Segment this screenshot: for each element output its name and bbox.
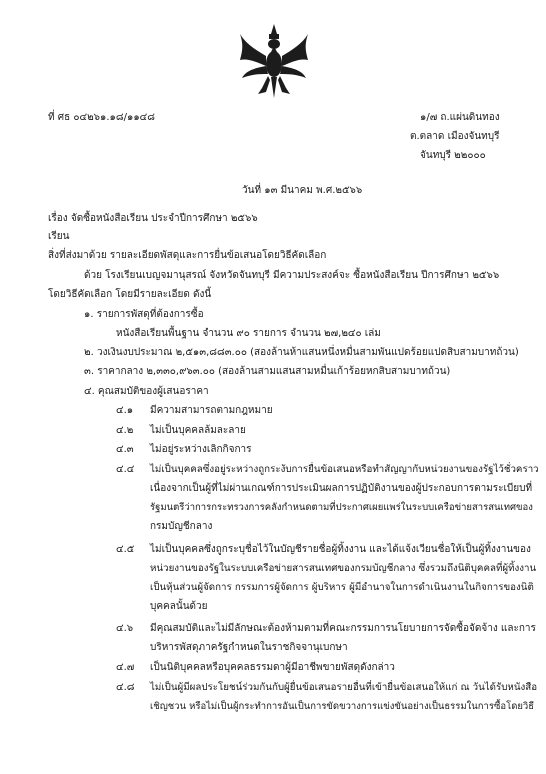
item-4-qualifications: ๔. คุณสมบัติของผู้เสนอราคา [84,386,209,397]
qualification-4-4-line-2: เนื่องจากเป็นผู้ที่ไม่ผ่านเกณฑ์การประเมินผลการปฏิบัติงานของผู้ประกอบการตามระเบียบที่ [150,483,533,494]
address-line-1: ๑/๗ ถ.แผ่นดินทอง [420,112,500,123]
item-3-median-price: ๓. ราคากลาง ๒,๓๓๐,๙๖๓.๐๐ (สองล้านสามแสนสามหมื่นเก้าร้อยหกสิบสามบาทถ้วน) [84,366,451,377]
qualification-4-7: เป็นนิติบุคคลหรือบุคคลธรรมดาผู้มีอาชีพขายพัสดุดังกล่าว [150,662,395,673]
qualification-4-6-line-2: บริหารพัสดุภาครัฐกำหนดในราชกิจจานุเบกษา [150,642,348,653]
qualification-number: ๔.๓ [116,444,134,455]
qualification-number: ๔.๔ [116,464,135,475]
qualification-4-2: ไม่เป็นบุคคลล้มละลาย [150,425,246,436]
qualification-4-3: ไม่อยู่ระหว่างเลิกกิจการ [150,444,252,455]
qualification-4-6-line-1: มีคุณสมบัติและไม่มีลักษณะต้องห้ามตามที่คณะกรรมการนโยบายการจัดซื้อจัดจ้าง และการ [150,623,536,634]
qualification-number: ๔.๘ [116,682,135,693]
qualification-4-5-line-1: ไม่เป็นบุคคลซึ่งถูกระบุชื่อไว้ในบัญชีรายชื่อผู้ทิ้งงาน และได้แจ้งเวียนชื่อให้เป็นผู้ทิ้งงานของ [150,544,531,555]
qualification-number: ๔.๖ [116,623,134,634]
subject-line: เรื่อง จัดซื้อหนังสือเรียน ประจำปีการศึกษา ๒๕๖๖ [48,213,258,224]
reference-number: ที่ ศธ ๐๔๒๖๑.๑๘/๑๑๔๘ [48,112,155,123]
letter-date: วันที่ ๑๓ มีนาคม พ.ศ.๒๕๖๖ [242,185,363,196]
item-1-detail: หนังสือเรียนพื้นฐาน จำนวน ๙๐ รายการ จำนวน ๒๗,๒๔๐ เล่ม [116,328,381,339]
item-2-budget: ๒. วงเงินงบประมาณ ๒,๕๑๓,๘๘๓.๐๐ (สองล้านห้าแสนหนึ่งหมื่นสามพันแปดร้อยแปดสิบสามบาทถ้วน) [84,347,519,358]
qualification-4-4-line-4: กรมบัญชีกลาง [150,521,213,532]
qualification-4-1: มีความสามารถตามกฎหมาย [150,405,273,416]
qualification-number: ๔.๒ [116,425,134,436]
qualification-4-4-line-1: ไม่เป็นบุคคลซึ่งอยู่ระหว่างถูกระงับการยื่นข้อเสนอหรือทำสัญญากับหน่วยงานของรัฐไว้ชั่วคราว [150,464,539,475]
qualification-4-8-line-1: ไม่เป็นผู้มีผลประโยชน์ร่วมกันกับผู้ยื่นข้อเสนอรายอื่นที่เข้ายื่นข้อเสนอให้แก่ ณ วันได้รับหนังสือ [150,682,538,693]
qualification-number: ๔.๕ [116,544,135,555]
enclosure-line: สิ่งที่ส่งมาด้วย รายละเอียดพัสดุและการยื่นข้อเสนอโดยวิธีคัดเลือก [48,250,327,261]
salutation: เรียน [48,231,70,242]
garuda-emblem-icon [238,22,310,100]
address-line-2: ต.ตลาด เมืองจันทบุรี [410,131,500,142]
qualification-4-5-line-4: บุคคลนั้นด้วย [150,601,208,612]
item-1: ๑. รายการพัสดุที่ต้องการซื้อ [84,309,204,320]
qualification-number: ๔.๑ [116,405,134,416]
qualification-4-5-line-3: เป็นหุ้นส่วนผู้จัดการ กรรมการผู้จัดการ ผู้บริหาร ผู้มีอำนาจในการดำเนินงานในกิจการของนิติ [150,582,534,593]
qualification-4-8-line-2: เชิญชวน หรือไม่เป็นผู้กระทำการอันเป็นการขัดขวางการแข่งขันอย่างเป็นธรรมในการซื้อโดยวิธี [150,701,535,712]
qualification-number: ๔.๗ [116,662,135,673]
qualification-4-4-line-3: รัฐมนตรีว่าการกระทรวงการคลังกำหนดตามที่ประกาศเผยแพร่ในระบบเครือข่ายสารสนเทศของ [150,502,533,513]
intro-paragraph-line-2: โดยวิธีคัดเลือก โดยมีรายละเอียด ดังนี้ [48,289,212,300]
qualification-4-5-line-2: หน่วยงานของรัฐในระบบเครือข่ายสารสนเทศของกรมบัญชีกลาง ซึ่งรวมถึงนิติบุคคลที่ผู้ทิ้งงาน [150,563,537,574]
intro-paragraph-line-1: ด้วย โรงเรียนเบญจมานุสรณ์ จังหวัดจันทบุรี มีความประสงค์จะ ซื้อหนังสือเรียน ปีการศึกษา ๒๕๖๖ [84,270,500,281]
address-line-3: จันทบุรี ๒๒๐๐๐ [420,150,486,161]
